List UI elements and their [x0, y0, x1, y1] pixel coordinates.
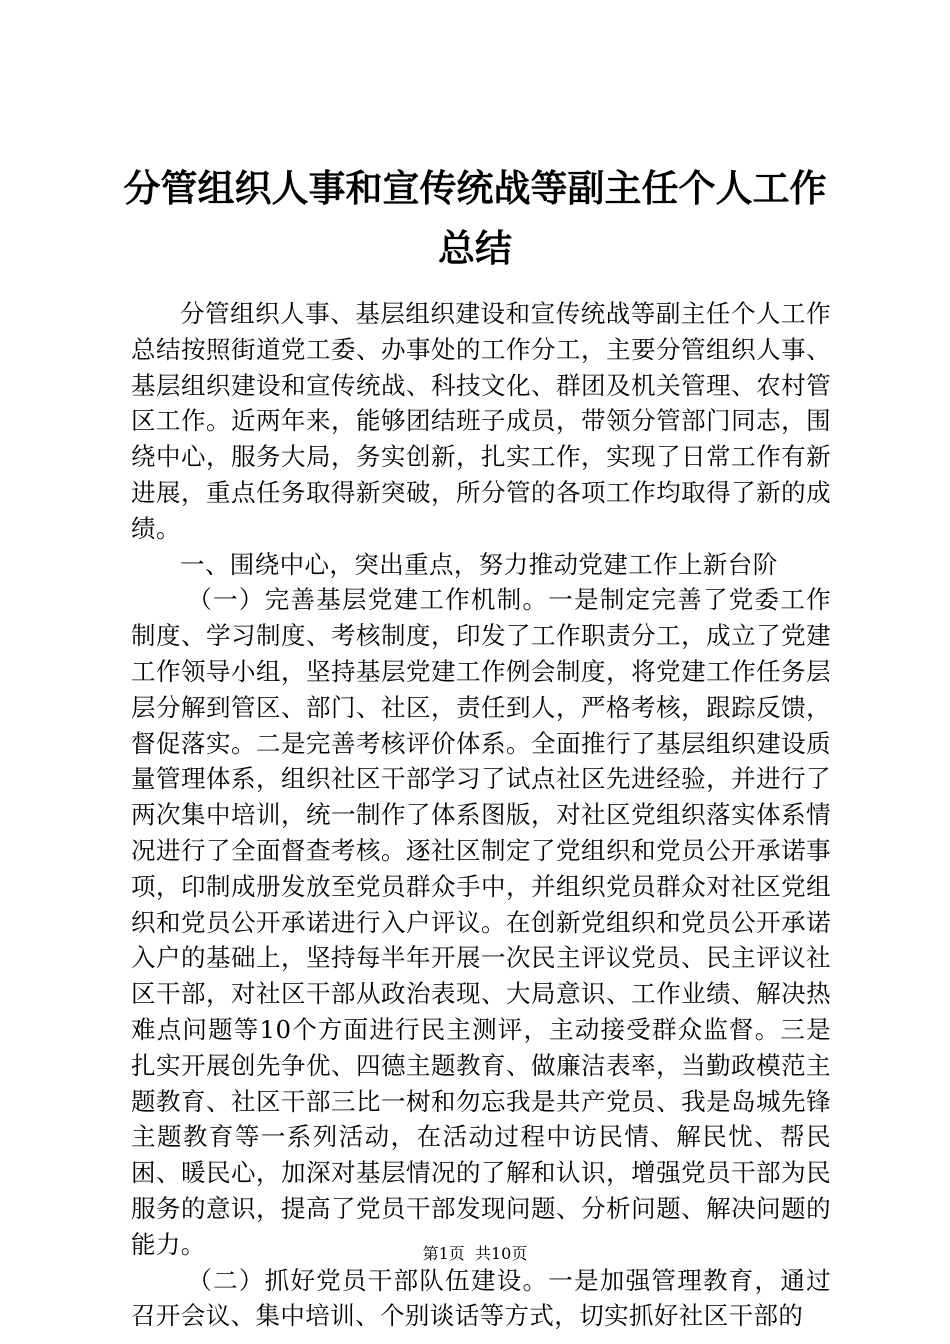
paragraph-intro: 分管组织人事、基层组织建设和宣传统战等副主任个人工作总结按照街道党工委、办事处的工作分工，主要分管组织人事、基层组织建设和宣传统战、科技文化、群团及机关管理、农村管区工作。近两年来，能够团结班子成员，带领分管部门同志，围绕中心，服务大局，务实创新，扎实工作，实现了日常工作有新进展，重点任务取得新突破，所分管的各项工作均取得了新的成绩。 [131, 299, 831, 543]
page-footer [0, 1244, 950, 1264]
document-title: 分管组织人事和宣传统战等副主任个人工作总结 [123, 166, 827, 270]
subsection-2: （二）抓好党员干部队伍建设。一是加强管理教育，通过召开会议、集中培训、个别谈话等方式，切实抓好社区干部的 [131, 1265, 831, 1331]
page-total: 共10页 [474, 1244, 528, 1263]
section-heading-1: 一、围绕中心，突出重点，努力推动党建工作上新台阶 [180, 549, 778, 579]
page-number: 第1页 [422, 1244, 465, 1263]
document-body [131, 296, 831, 1334]
subsection-1: （一）完善基层党建工作机制。一是制定完善了党委工作制度、学习制度、考核制度，印发了工作职责分工，成立了党建工作领导小组，坚持基层党建工作例会制度，将党建工作任务层层分解到管区、部门、社区，责任到人，严格考核，跟踪反馈，督促落实。二是完善考核评价体系。全面推行了基层组织建设质量管理体系，组织社区干部学习了试点社区先进经验，并进行了两次集中培训，统一制作了体系图版，对社区党组织落实体系情况进行了全面督查考核。逐社区制定了党组织和党员公开承诺事项，印制成册发放至党员群众手中，并组织党员群众对社区党组织和党员公开承诺进行入户评议。在创新党组织和党员公开承诺入户的基础上，坚持每半年开展一次民主评议党员、民主评议社区干部，对社区干部从政治表现、大局意识、工作业绩、解决热难点问题等10个方面进行民主测评，主动接受群众监督。三是扎实开展创先争优、四德主题教育、做廉洁表率，当勤政模范主题教育、社区干部三比一树和勿忘我是共产党员、我是岛城先锋主题教育等一系列活动，在活动过程中访民情、解民忧、帮民困、暖民心，加深对基层情况的了解和认识，增强党员干部为民服务的意识，提高了党员干部发现问题、分析问题、解决问题的能力。 [131, 585, 831, 1259]
